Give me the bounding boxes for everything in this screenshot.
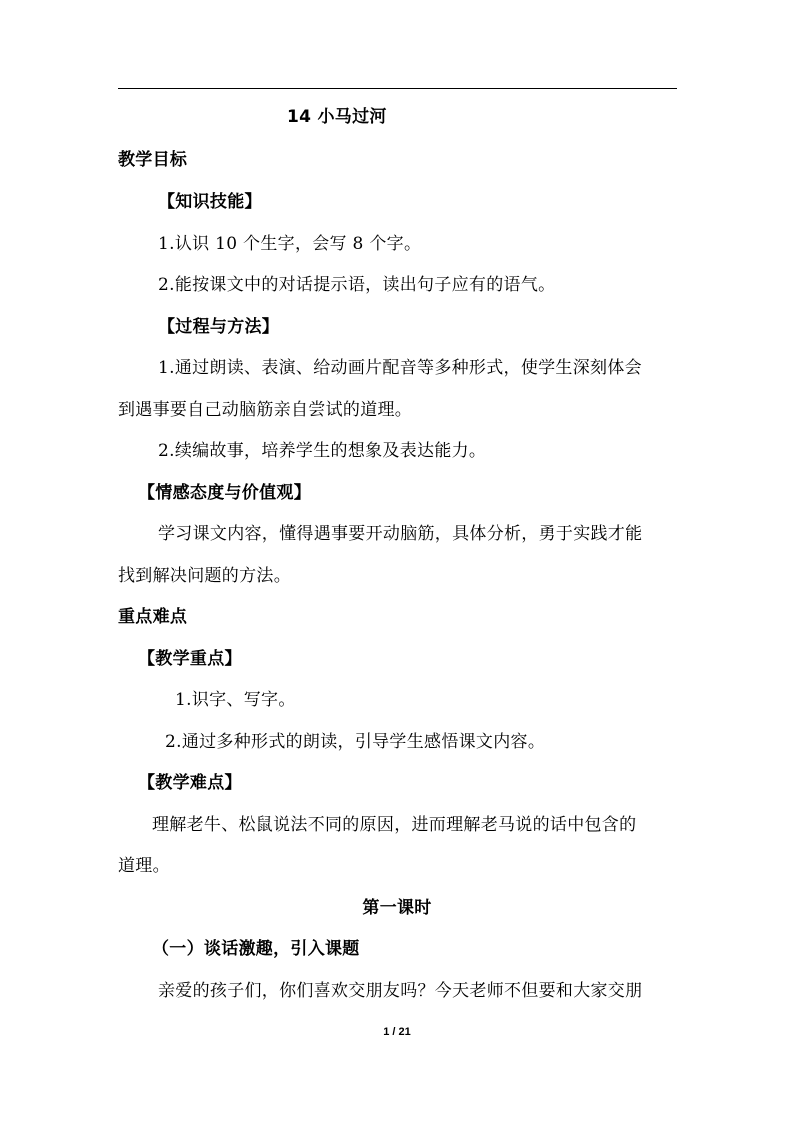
key-points-heading: 【教学重点】 <box>138 649 242 669</box>
lesson-heading: 第一课时 <box>362 898 432 918</box>
key-point-2: 2.通过多种形式的朗读，引导学生感悟课文内容。 <box>165 732 546 752</box>
key-heading: 重点难点 <box>118 607 188 627</box>
difficulty-line-1: 理解老牛、松鼠说法不同的原因，进而理解老马说的话中包含的 <box>152 815 637 835</box>
header-rule <box>118 88 677 89</box>
process-heading: 【过程与方法】 <box>158 317 280 337</box>
emotion-line-1: 学习课文内容，懂得遇事要开动脑筋，具体分析，勇于实践才能 <box>158 524 643 544</box>
document-title: 14 小马过河 <box>287 107 387 127</box>
part1-heading: （一）谈话激趣，引入课题 <box>152 939 360 959</box>
knowledge-heading: 【知识技能】 <box>158 192 262 212</box>
difficulty-line-2: 道理。 <box>118 856 170 876</box>
emotion-heading: 【情感态度与价值观】 <box>138 483 311 503</box>
part1-text: 亲爱的孩子们，你们喜欢交朋友吗？今天老师不但要和大家交朋 <box>158 981 643 1001</box>
process-item-1-line-2: 到遇事要自己动脑筋亲自尝试的道理。 <box>118 400 413 420</box>
process-item-1-line-1: 1.通过朗读、表演、给动画片配音等多种形式，使学生深刻体会 <box>158 358 642 378</box>
difficulty-heading: 【教学难点】 <box>138 773 242 793</box>
knowledge-item-2: 2.能按课文中的对话提示语，读出句子应有的语气。 <box>158 275 556 295</box>
key-point-1: 1.识字、写字。 <box>175 690 296 710</box>
process-item-2: 2.续编故事，培养学生的想象及表达能力。 <box>158 441 487 461</box>
page-number: 1 / 21 <box>383 1026 411 1038</box>
goals-heading: 教学目标 <box>118 150 188 170</box>
emotion-line-2: 找到解决问题的方法。 <box>118 566 291 586</box>
knowledge-item-1: 1.认识 10 个生字，会写 8 个字。 <box>158 234 422 254</box>
